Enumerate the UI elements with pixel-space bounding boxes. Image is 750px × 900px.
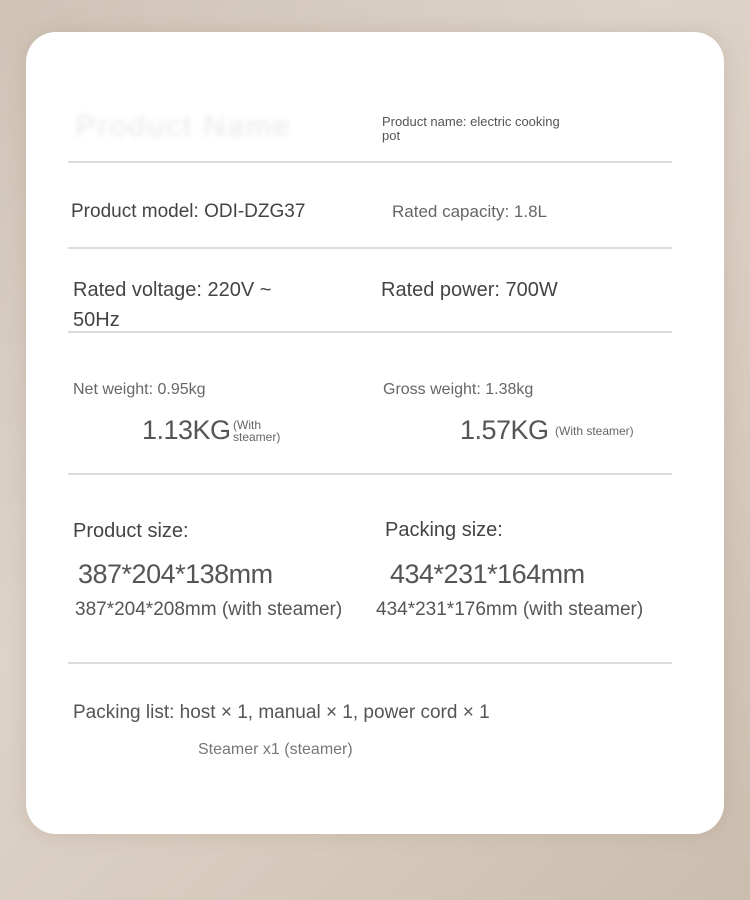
divider <box>68 662 672 664</box>
rated-voltage-line1: Rated voltage: 220V ~ <box>73 279 272 301</box>
packing-list-steamer: Steamer x1 (steamer) <box>198 741 353 758</box>
packing-list: Packing list: host × 1, manual × 1, power cord × 1 <box>73 702 490 723</box>
spec-card <box>26 32 724 834</box>
product-size-value: 387*204*138mm <box>78 559 273 589</box>
gross-weight-steamer-value: 1.57KG <box>460 415 549 445</box>
rated-voltage <box>73 275 271 335</box>
rated-power: Rated power: 700W <box>381 279 558 301</box>
product-size-steamer: 387*204*208mm (with steamer) <box>75 599 343 620</box>
packing-size-steamer: 434*231*176mm (with steamer) <box>376 599 644 620</box>
rated-capacity: Rated capacity: 1.8L <box>392 202 547 221</box>
product-name-line2: pot <box>382 128 401 143</box>
gross-weight: Gross weight: 1.38kg <box>383 381 534 398</box>
product-name-label <box>382 115 560 143</box>
net-weight-steamer-note <box>233 419 280 443</box>
packing-size-value: 434*231*164mm <box>390 559 585 589</box>
divider <box>68 161 672 163</box>
divider <box>68 473 672 475</box>
packing-size-label: Packing size: <box>385 519 503 541</box>
product-size-label: Product size: <box>73 520 189 542</box>
product-model: Product model: ODI-DZG37 <box>71 201 306 222</box>
net-weight-steamer-note-line2: steamer) <box>233 430 281 444</box>
faded-title: Product Name <box>76 110 292 143</box>
rated-voltage-line2: 50Hz <box>73 309 120 331</box>
net-weight-steamer-note-line1: (With <box>233 418 261 432</box>
product-name-line1: Product name: electric cooking <box>382 114 560 129</box>
divider <box>68 331 672 333</box>
net-weight-steamer-value: 1.13KG <box>142 415 231 445</box>
gross-weight-steamer-note: (With steamer) <box>555 424 634 438</box>
divider <box>68 247 672 249</box>
net-weight: Net weight: 0.95kg <box>73 381 206 398</box>
